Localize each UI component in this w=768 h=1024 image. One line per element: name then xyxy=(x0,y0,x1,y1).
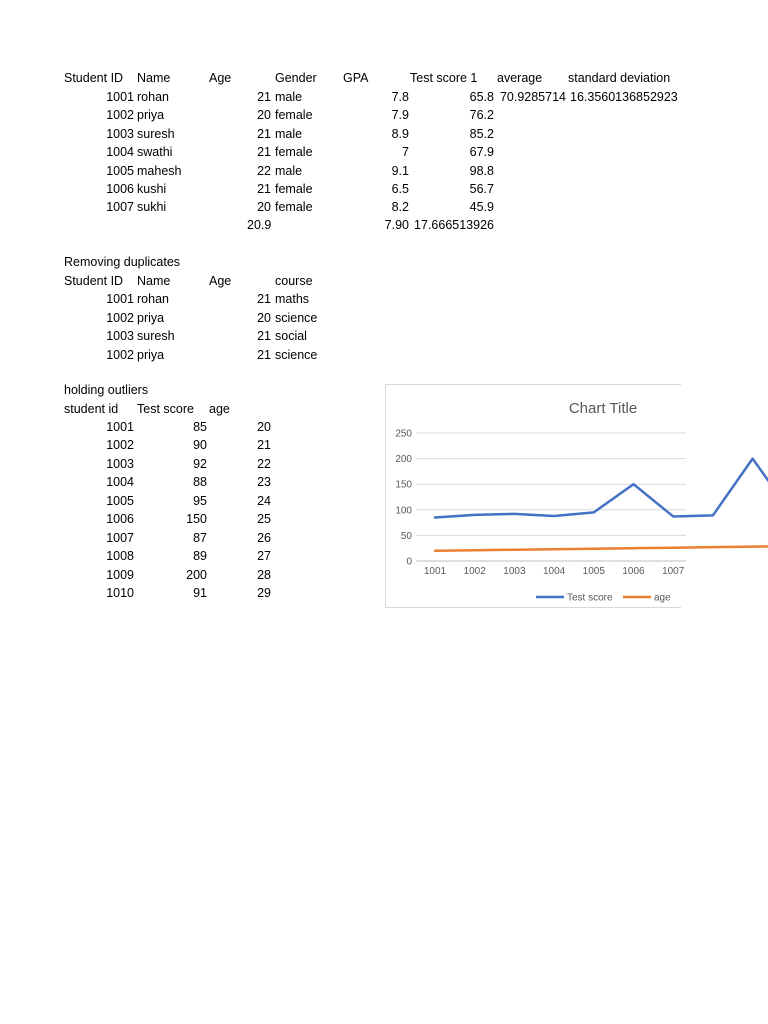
cell-test-score[interactable]: 98.8 xyxy=(469,163,494,178)
dup-header-course[interactable]: course xyxy=(275,274,313,288)
dup-cell-age[interactable]: 21 xyxy=(257,292,271,306)
cell-student-id[interactable]: 1004 xyxy=(106,145,134,160)
cell-test-score[interactable]: 76.2 xyxy=(469,108,494,123)
outlier-cell-age[interactable]: 28 xyxy=(257,567,271,582)
cell-student-id[interactable]: 1002 xyxy=(106,108,134,123)
dup-cell-age[interactable]: 21 xyxy=(257,329,271,344)
dup-cell-student-id[interactable]: 1002 xyxy=(106,310,134,325)
score-stddev-value[interactable]: 17.666513926 xyxy=(414,218,494,232)
cell-gender[interactable]: male xyxy=(275,163,303,178)
cell-age[interactable]: 21 xyxy=(257,182,271,196)
cell-gender[interactable]: male xyxy=(275,126,303,141)
cell-student-id[interactable]: 1003 xyxy=(106,126,134,141)
outlier-header-student-id[interactable]: student id xyxy=(64,402,119,416)
cell-gender[interactable]: male xyxy=(275,90,303,104)
cell-name[interactable]: swathi xyxy=(137,145,173,160)
x-tick-label: 1004 xyxy=(542,566,566,577)
y-tick-label: 50 xyxy=(400,530,412,542)
outlier-header-test-score[interactable]: Test score xyxy=(137,402,194,416)
outlier-cell-test-score[interactable]: 89 xyxy=(193,549,207,564)
cell-student-id[interactable]: 1007 xyxy=(106,200,134,215)
cell-name[interactable]: priya xyxy=(137,108,165,123)
x-tick-label: 1002 xyxy=(463,566,486,577)
outlier-cell-age[interactable]: 27 xyxy=(257,549,271,564)
cell-gpa[interactable]: 8.9 xyxy=(391,126,409,141)
dup-cell-name[interactable]: rohan xyxy=(137,292,169,306)
header-gender[interactable]: Gender xyxy=(275,71,317,85)
cell-gender[interactable]: female xyxy=(275,200,313,215)
average-value[interactable]: 70.9285714 xyxy=(499,90,566,104)
cell-age[interactable]: 20 xyxy=(257,200,271,215)
cell-gpa[interactable]: 8.2 xyxy=(391,200,409,215)
outlier-cell-student-id[interactable]: 1003 xyxy=(106,456,134,471)
outlier-cell-age[interactable]: 21 xyxy=(257,438,271,453)
x-tick-label: 1003 xyxy=(503,566,526,577)
line-chart[interactable] xyxy=(385,384,685,608)
legend-label: age xyxy=(654,592,671,604)
age-mean-value[interactable]: 20.9 xyxy=(247,218,272,232)
outlier-cell-student-id[interactable]: 1010 xyxy=(106,586,134,601)
outlier-cell-student-id[interactable]: 1001 xyxy=(106,420,134,434)
outlier-cell-student-id[interactable]: 1008 xyxy=(106,549,134,564)
outlier-cell-age[interactable]: 22 xyxy=(257,456,271,471)
gpa-mean-value[interactable]: 7.90 xyxy=(384,218,409,232)
cell-test-score[interactable]: 65.8 xyxy=(469,90,494,104)
cell-gpa[interactable]: 6.5 xyxy=(391,182,409,196)
cell-gpa[interactable]: 9.1 xyxy=(391,163,409,178)
x-tick-label: 1005 xyxy=(582,566,605,577)
cell-age[interactable]: 21 xyxy=(257,145,271,160)
cell-test-score[interactable]: 67.9 xyxy=(469,145,494,160)
dup-cell-student-id[interactable]: 1003 xyxy=(106,329,134,344)
y-tick-label: 0 xyxy=(406,556,412,568)
series-line-age[interactable] xyxy=(435,546,768,551)
header-gpa[interactable]: GPA xyxy=(343,71,369,85)
outlier-cell-student-id[interactable]: 1002 xyxy=(106,438,134,453)
cell-age[interactable]: 22 xyxy=(257,163,271,178)
outlier-cell-test-score[interactable]: 88 xyxy=(193,475,207,490)
outlier-cell-student-id[interactable]: 1005 xyxy=(106,493,134,508)
outlier-cell-test-score[interactable]: 87 xyxy=(193,530,207,545)
outlier-cell-age[interactable]: 29 xyxy=(257,586,271,601)
outlier-cell-age[interactable]: 24 xyxy=(257,493,271,508)
dup-cell-course[interactable]: science xyxy=(275,310,318,325)
cell-name[interactable]: suresh xyxy=(137,126,175,141)
y-tick-label: 200 xyxy=(395,454,412,466)
header-standard-deviation[interactable]: standard deviation xyxy=(568,71,671,85)
header-test-score-1[interactable]: Test score 1 xyxy=(410,71,478,85)
header-age[interactable]: Age xyxy=(209,71,232,85)
dup-header-name[interactable]: Name xyxy=(137,274,171,288)
outlier-cell-test-score[interactable]: 90 xyxy=(193,438,207,453)
cell-test-score[interactable]: 85.2 xyxy=(469,126,494,141)
cell-age[interactable]: 21 xyxy=(257,126,271,141)
dup-cell-age[interactable]: 21 xyxy=(257,347,271,362)
outlier-cell-student-id[interactable]: 1006 xyxy=(106,512,134,527)
cell-age[interactable]: 20 xyxy=(257,108,271,123)
cell-gpa[interactable]: 7 xyxy=(402,145,409,160)
outlier-cell-age[interactable]: 23 xyxy=(257,475,271,490)
dup-header-age[interactable]: Age xyxy=(209,274,232,288)
section-title-removing-duplicates[interactable]: Removing duplicates xyxy=(64,255,181,269)
outlier-cell-student-id[interactable]: 1004 xyxy=(106,475,134,490)
outlier-cell-test-score[interactable]: 200 xyxy=(186,567,207,582)
outlier-header-age[interactable]: age xyxy=(209,402,230,416)
dup-cell-age[interactable]: 20 xyxy=(257,310,271,325)
cell-test-score[interactable]: 56.7 xyxy=(469,182,494,196)
header-name[interactable]: Name xyxy=(137,71,171,85)
dup-cell-student-id[interactable]: 1001 xyxy=(106,292,134,306)
cell-test-score[interactable]: 45.9 xyxy=(469,200,494,215)
dup-cell-name[interactable]: suresh xyxy=(137,329,175,344)
cell-student-id[interactable]: 1005 xyxy=(106,163,134,178)
dup-cell-name[interactable]: priya xyxy=(137,347,165,362)
y-tick-label: 150 xyxy=(395,479,412,491)
outlier-cell-test-score[interactable]: 85 xyxy=(193,420,207,434)
cell-age[interactable]: 21 xyxy=(257,90,271,104)
legend-label: Test score xyxy=(567,592,613,604)
cell-gender[interactable]: female xyxy=(275,108,313,123)
line-chart-svg xyxy=(386,385,685,607)
dup-cell-course[interactable]: maths xyxy=(275,292,310,306)
header-average[interactable]: average xyxy=(497,71,543,85)
outlier-cell-age[interactable]: 26 xyxy=(257,530,271,545)
cell-name[interactable]: kushi xyxy=(137,182,167,196)
cell-name[interactable]: mahesh xyxy=(137,163,182,178)
chart-title: Chart Title xyxy=(568,400,638,417)
outlier-cell-test-score[interactable]: 92 xyxy=(193,456,207,471)
outlier-cell-test-score[interactable]: 150 xyxy=(186,512,207,527)
outlier-cell-test-score[interactable]: 91 xyxy=(193,586,207,601)
section-title-holding-outliers[interactable]: holding outliers xyxy=(64,383,149,397)
x-tick-label: 1001 xyxy=(423,566,447,577)
cell-gender[interactable]: female xyxy=(275,145,313,160)
y-tick-label: 250 xyxy=(395,428,412,440)
cell-gender[interactable]: female xyxy=(275,182,313,196)
cell-name[interactable]: sukhi xyxy=(137,200,167,215)
outlier-cell-student-id[interactable]: 1009 xyxy=(106,567,134,582)
y-tick-label: 100 xyxy=(395,505,412,517)
cell-student-id[interactable]: 1001 xyxy=(106,90,134,104)
cell-gpa[interactable]: 7.9 xyxy=(391,108,409,123)
outlier-cell-age[interactable]: 25 xyxy=(257,512,271,527)
series-line-test-score[interactable] xyxy=(435,459,768,518)
dup-cell-student-id[interactable]: 1002 xyxy=(106,347,134,362)
outlier-cell-age[interactable]: 20 xyxy=(257,420,271,434)
header-student-id[interactable]: Student ID xyxy=(64,71,124,85)
cell-gpa[interactable]: 7.8 xyxy=(391,90,409,104)
dup-cell-course[interactable]: science xyxy=(275,347,318,362)
x-tick-label: 1007 xyxy=(662,566,685,577)
x-tick-label: 1006 xyxy=(622,566,645,577)
outlier-cell-test-score[interactable]: 95 xyxy=(193,493,207,508)
standard-deviation-value[interactable]: 16.3560136852923 xyxy=(570,90,678,104)
dup-header-student-id[interactable]: Student ID xyxy=(64,274,124,288)
cell-student-id[interactable]: 1006 xyxy=(106,182,134,196)
cell-name[interactable]: rohan xyxy=(137,90,169,104)
dup-cell-name[interactable]: priya xyxy=(137,310,165,325)
dup-cell-course[interactable]: social xyxy=(275,329,307,344)
outlier-cell-student-id[interactable]: 1007 xyxy=(106,530,134,545)
